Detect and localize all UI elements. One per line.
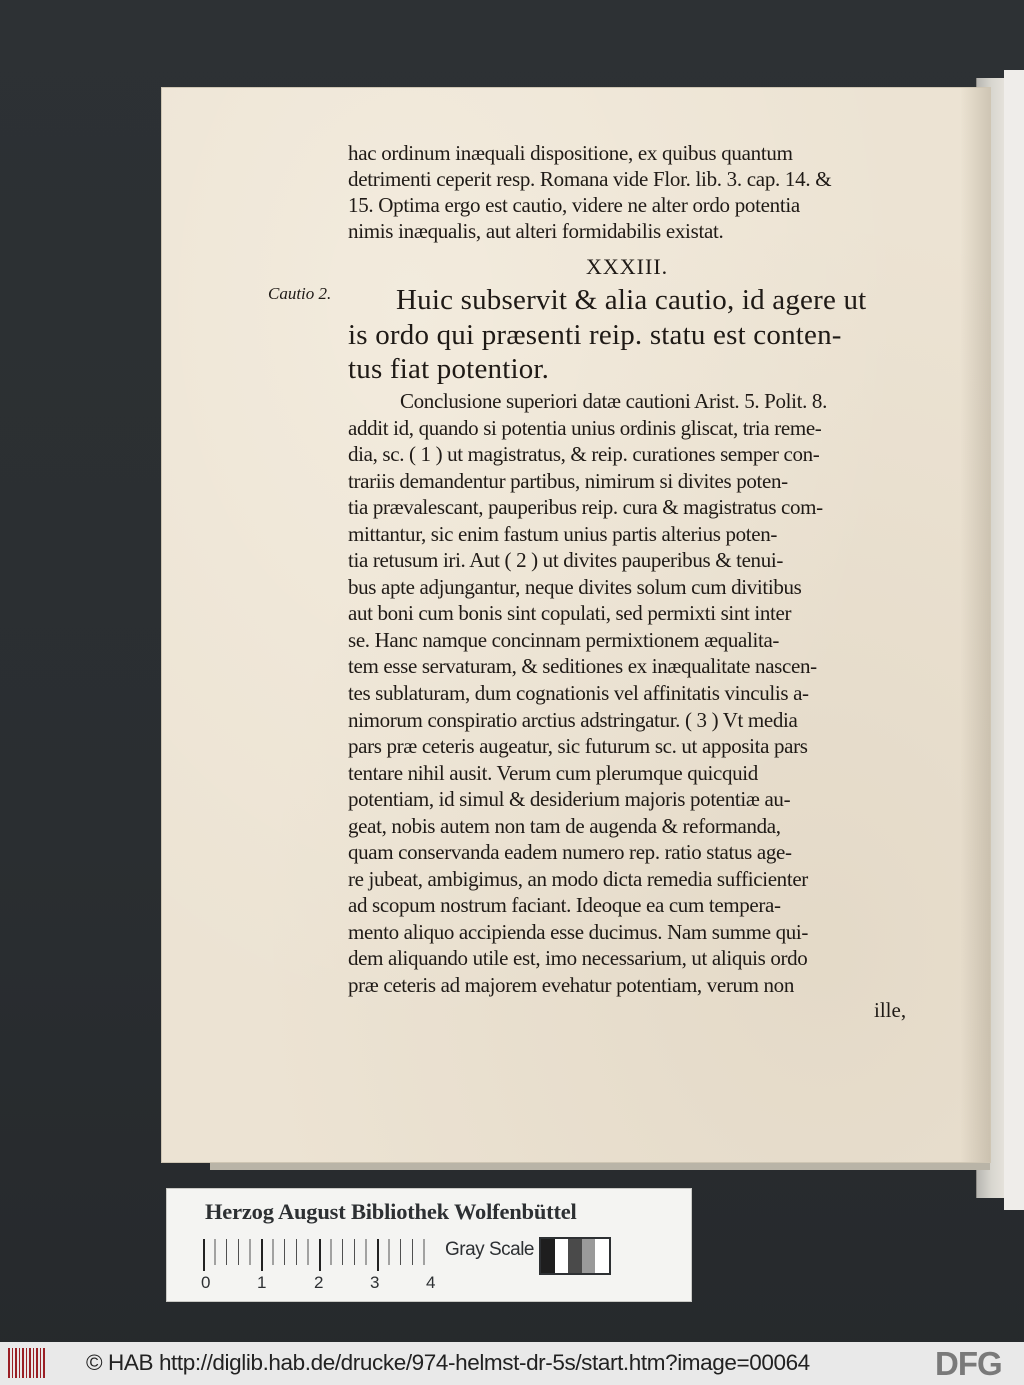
margin-note: Cautio 2. — [268, 284, 332, 303]
text-line: hac ordinum inæquali dispositione, ex quibus quantum — [348, 141, 793, 165]
gray-swatch — [595, 1239, 609, 1273]
text-line: mittantur, sic enim fastum unius partis alterius poten- — [348, 521, 777, 546]
gray-swatch — [541, 1239, 555, 1273]
text-line: pars præ ceteris augeatur, sic futurum sc. ut apposita pars — [348, 734, 808, 759]
text-line: bus apte adjungantur, neque divites solum cum divitibus — [348, 574, 802, 599]
text-line: mento aliquo accipienda esse ducimus. Nam summe qui- — [348, 919, 809, 944]
gray-scale-swatches — [539, 1237, 611, 1275]
text-line: dem aliquando utile est, imo necessarium, ut aliquis ordo — [348, 946, 808, 971]
catchword: ille, — [874, 998, 907, 1022]
text-line: quam conservanda eadem numero rep. ratio status age- — [348, 840, 792, 865]
viewer-footer — [0, 1342, 1024, 1385]
hab-logo-icon — [8, 1348, 46, 1378]
text-line: re jubeat, ambigimus, an modo dicta remedia sufficienter — [348, 866, 808, 891]
ruler-number: 3 — [370, 1273, 380, 1292]
thesis-line: Huic subservit & alia cautio, id agere ut — [396, 284, 867, 316]
ruler-number: 0 — [201, 1273, 211, 1292]
gray-swatch — [568, 1239, 582, 1273]
text-line: tia prævalescant, pauperibus reip. cura & magistratus com- — [348, 495, 823, 520]
library-name: Herzog August Bibliothek Wolfenbüttel — [205, 1199, 577, 1224]
thesis-line: tus fiat potentior. — [348, 353, 550, 385]
text-line: geat, nobis autem non tam de augenda & reformanda, — [348, 813, 781, 838]
text-line: addit id, quando si potentia unius ordinis gliscat, tria reme- — [348, 415, 822, 440]
ruler-number: 2 — [314, 1273, 324, 1292]
text-line: tia retusum iri. Aut ( 2 ) ut divites pauperibus & tenui- — [348, 548, 783, 573]
gray-swatch — [582, 1239, 596, 1273]
text-line: tentare nihil ausit. Verum cum plerumque quicquid — [348, 760, 758, 785]
library-scale-card — [166, 1188, 692, 1302]
text-line: tem esse servaturam, & seditiones ex inæqualitate nascen- — [348, 654, 817, 679]
gray-scale-label: Gray Scale — [445, 1239, 534, 1260]
text-line: Conclusione superiori datæ cautioni Arist. 5. Polit. 8. — [400, 389, 827, 413]
ruler-number: 1 — [257, 1273, 267, 1292]
next-page-margin — [1004, 70, 1024, 1210]
dfg-logo: DFG — [935, 1345, 1002, 1382]
text-line: potentiam, id simul & desiderium majoris potentiæ au- — [348, 787, 791, 812]
ruler-scale — [203, 1239, 433, 1267]
ruler-major-ticks — [203, 1239, 433, 1271]
gray-swatch — [555, 1239, 569, 1273]
section-number: XXXIII. — [586, 254, 669, 279]
text-line: 15. Optima ergo est cautio, videre ne alter ordo potentia — [348, 193, 800, 217]
body-paragraph — [348, 388, 933, 999]
text-line: aut boni cum bonis sint copulati, sed permixti sint inter — [348, 601, 792, 626]
page-fold-shadow — [960, 88, 990, 1162]
ruler-number: 4 — [426, 1273, 436, 1292]
text-line: trariis demandentur partibus, nimirum si divites poten- — [348, 468, 788, 493]
text-line: detrimenti ceperit resp. Romana vide Flor. lib. 3. cap. 14. & — [348, 167, 832, 191]
text-line: nimorum conspiratio arctius adstringatur. ( 3 ) Vt media — [348, 707, 798, 732]
top-paragraph — [348, 140, 933, 244]
text-line: ad scopum nostrum faciant. Ideoque ea cum tempera- — [348, 893, 781, 918]
thesis-block — [348, 283, 933, 387]
text-line: dia, sc. ( 1 ) ut magistratus, & reip. curationes semper con- — [348, 442, 820, 467]
text-line: se. Hanc namque concinnam permixtionem æqualita- — [348, 627, 780, 652]
copyright-link[interactable]: © HAB http://diglib.hab.de/drucke/974-helmst-dr-5s/start.htm?image=00064 — [86, 1350, 810, 1375]
thesis-line: is ordo qui præsenti reip. statu est conten- — [348, 318, 842, 351]
text-line: tes sublaturam, dum cognationis vel affinitatis vinculis a- — [348, 681, 809, 706]
text-line: nimis inæqualis, aut alteri formidabilis existat. — [348, 219, 724, 243]
text-line: præ ceteris ad majorem evehatur potentiam, verum non — [348, 973, 794, 998]
